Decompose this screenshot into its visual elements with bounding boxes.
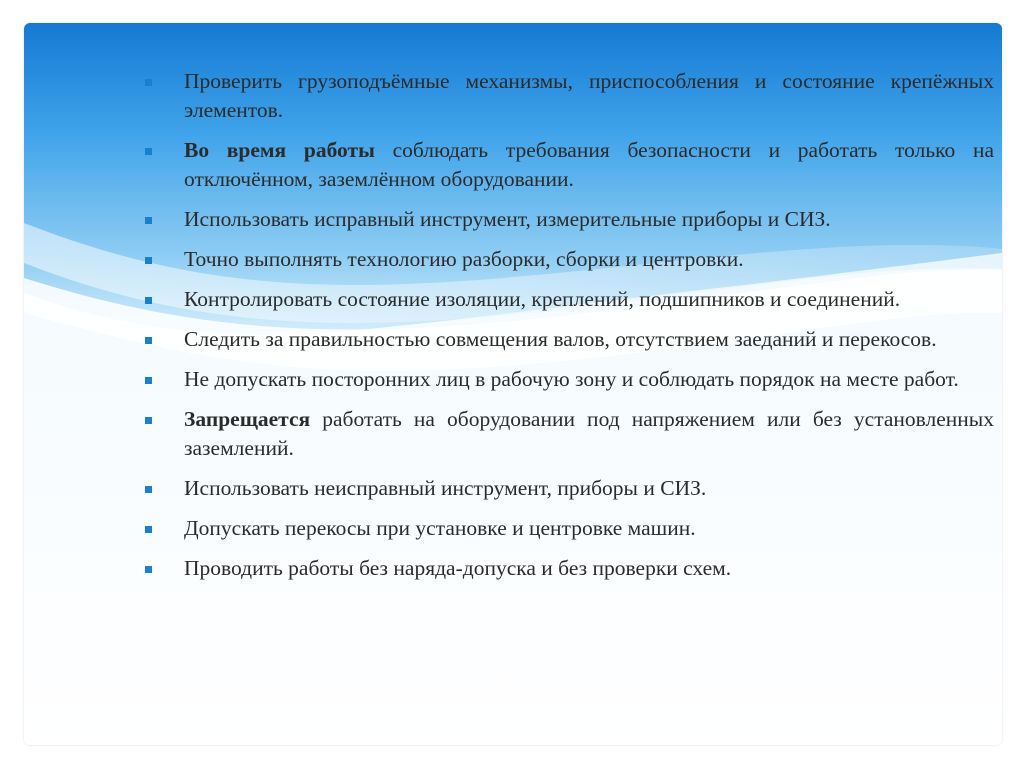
bullet-item: [144, 285, 994, 314]
bullet-square-icon: [145, 148, 152, 155]
bullet-bold-lead: Запрещается: [184, 407, 311, 431]
bullet-square-icon: [145, 337, 152, 344]
bullet-bold-lead: Во время работы: [184, 138, 375, 162]
bullet-text: работать на оборудовании под напряжением или без установленных заземлений.: [184, 407, 994, 460]
bullet-square-icon: [145, 257, 152, 264]
bullet-text: Не допускать посторонних лиц в рабочую зону и соблюдать порядок на месте работ.: [184, 367, 959, 391]
bullet-square-icon: [145, 79, 152, 86]
bullet-list: [144, 67, 994, 594]
bullet-text: Проверить грузоподъёмные механизмы, приспособления и состояние крепёжных элементов.: [184, 69, 994, 122]
bullet-text: Следить за правильностью совмещения валов, отсутствием заеданий и перекосов.: [184, 327, 937, 351]
bullet-square-icon: [145, 417, 152, 424]
bullet-text: соблюдать требования безопасности и работать только на отключённом, заземлённом оборудовании.: [184, 138, 994, 191]
bullet-item: [144, 554, 994, 583]
bullet-text: Использовать неисправный инструмент, приборы и СИЗ.: [184, 476, 707, 500]
bullet-text: Точно выполнять технологию разборки, сборки и центровки.: [184, 247, 744, 271]
bullet-square-icon: [145, 526, 152, 533]
bullet-text: Использовать исправный инструмент, измерительные приборы и СИЗ.: [184, 207, 831, 231]
bullet-item: [144, 514, 994, 543]
bullet-item: [144, 325, 994, 354]
slide: [24, 23, 1002, 745]
bullet-square-icon: [145, 566, 152, 573]
bullet-text: Контролировать состояние изоляции, креплений, подшипников и соединений.: [184, 287, 901, 311]
bullet-item: [144, 365, 994, 394]
bullet-item: [144, 205, 994, 234]
bullet-item: [144, 245, 994, 274]
bullet-square-icon: [145, 217, 152, 224]
bullet-item: [144, 67, 994, 125]
bullet-text: Проводить работы без наряда-допуска и без проверки схем.: [184, 556, 732, 580]
bullet-square-icon: [145, 377, 152, 384]
bullet-text: Допускать перекосы при установке и центровке машин.: [184, 516, 696, 540]
bullet-item: [144, 136, 994, 194]
bullet-item: [144, 405, 994, 463]
bullet-square-icon: [145, 297, 152, 304]
bullet-item: [144, 474, 994, 503]
bullet-square-icon: [145, 486, 152, 493]
